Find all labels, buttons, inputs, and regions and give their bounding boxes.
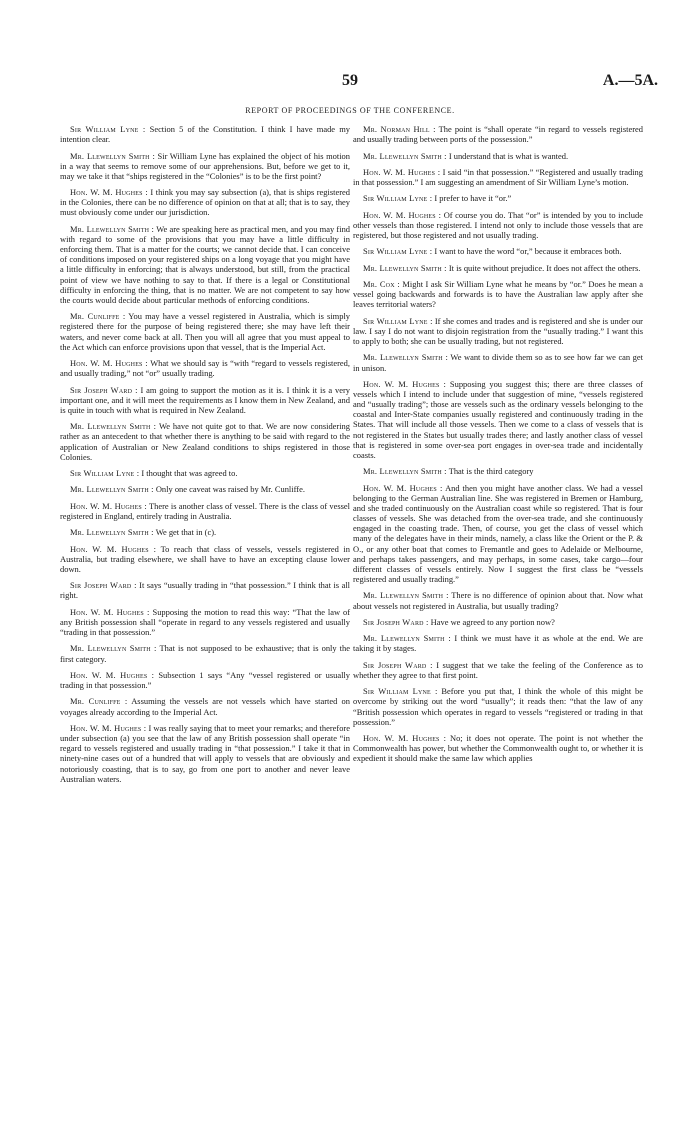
speech-paragraph	[60, 358, 350, 378]
speech-text: No; it does not operate. The point is not whether the Commonwealth has power, but whether the Commonwealth ought to, or whether it is expedient it should make the same law which applies	[353, 733, 643, 764]
speech-text: I think we must have it as whole at the end. We are taking it by stages.	[353, 633, 644, 654]
speech-paragraph	[60, 670, 350, 690]
speaker-name: Sir Joseph Ward :	[70, 384, 138, 395]
speech-text: I thought that was agreed to.	[141, 468, 238, 479]
speech-paragraph	[353, 617, 643, 627]
speaker-name: Hon. W. M. Hughes :	[70, 722, 147, 733]
page-number: 59	[342, 72, 358, 89]
speaker-name: Mr. Cunliffe :	[70, 311, 126, 322]
speech-paragraph	[353, 316, 643, 346]
speaker-name: Sir William Lyne :	[363, 246, 433, 257]
speech-paragraph	[353, 193, 643, 203]
speech-paragraph	[60, 501, 350, 521]
speech-paragraph	[60, 580, 350, 600]
speaker-name: Mr. Llewellyn Smith :	[70, 527, 154, 538]
speaker-name: Mr. Llewellyn Smith :	[363, 150, 447, 161]
speech-paragraph	[353, 167, 643, 187]
speech-text: I said “in that possession.” “Registered and usually trading in that possession.” I am suggesting an amendment of Sir William Lyne’s motion.	[353, 166, 643, 187]
speech-text: We want to divide them so as to see how far we can get in unison.	[353, 352, 643, 373]
paper-reference: A.—5A.	[602, 72, 658, 89]
speech-paragraph	[353, 733, 643, 763]
speech-paragraph	[60, 527, 350, 537]
speech-paragraph	[60, 484, 350, 494]
speech-text: I understand that is what is wanted.	[448, 150, 569, 161]
speech-text: You may have a vessel registered in Australia, which is simply registered there for the purpose of being registered there; she may have left their waters, and never come back at all. Then you will all agree that you must appeal to the Act which can enforce provisions upon that vessel, that is the Imperial Act.	[60, 311, 351, 352]
speech-text: There is another class of vessel. There is the class of vessel registered in England, entirely trading in Australia.	[60, 500, 350, 521]
speech-text: Of course you do. That “or” is intended by you to include other vessels than those registered. I intend not only to include those vessels that are registered, but those registered and not usually trading.	[353, 209, 643, 240]
speaker-name: Mr. Llewellyn Smith :	[70, 421, 157, 432]
speech-text: I was really saying that to meet your remarks; and therefore under subsection (a) you see that the law of any British possession shall operate “in regard to vessels registered and usually trading in “that possession.” I take it that in ninety-nine cases out of a hundred that will apply to vessels that are obviously and notoriously coasting, that is to say, go from one port to another and never leave Australian waters.	[60, 722, 350, 784]
speech-paragraph	[60, 643, 350, 663]
speaker-name: Mr. Llewellyn Smith :	[363, 633, 451, 644]
speaker-name: Hon. W. M. Hughes :	[363, 378, 447, 389]
speaker-name: Mr. Llewellyn Smith :	[70, 484, 154, 495]
speech-paragraph	[353, 466, 643, 476]
speech-paragraph	[353, 246, 643, 256]
speech-text: Subsection 1 says “Any “vessel registered or usually trading in that possession.”	[60, 669, 350, 691]
speaker-name: Sir William Lyne :	[70, 124, 146, 134]
speaker-name: Hon. W. M. Hughes :	[70, 358, 148, 369]
speech-paragraph	[60, 723, 350, 784]
speaker-name: Sir William Lyne :	[363, 193, 433, 204]
right-column	[353, 124, 643, 770]
speaker-name: Hon. W. M. Hughes :	[70, 500, 147, 511]
speech-paragraph	[60, 151, 350, 181]
speech-text: I prefer to have it “or.”	[434, 193, 512, 204]
speech-paragraph	[353, 483, 643, 585]
speech-text: It is quite without prejudice. It does not affect the others.	[448, 262, 641, 273]
speaker-name: Mr. Llewellyn Smith :	[70, 150, 155, 161]
speech-paragraph	[60, 696, 350, 716]
speech-text: If she comes and trades and is registered and she is under our law. I say I do not want to disjoin registration from the “usually trading.” I want this to apply to both; she can be usually trading, but not registered.	[353, 315, 643, 346]
speech-text: We are speaking here as practical men, and you may find with regard to some of the provisions that you may have a little difficulty in enforcing them. That is a matter for the courts; we cannot decide that. I can conceive of conditions imposed on your registered ships on a long voyage that you might have a little difficulty in enforcing; that is always understood, but still, from the practical point of view we have nothing to say to that. If there is a legal or Constitutional difficulty in enforcing the thing, that is no matter. We are not competent to say how the courts would decide about particular methods of enforcing conditions.	[60, 223, 351, 305]
speaker-name: Mr. Llewellyn Smith :	[70, 643, 157, 654]
speech-text: To reach that class of vessels, vessels registered in Australia, but trading elsewhere, we shall have to have an excepting clause lower down.	[60, 543, 350, 574]
speech-paragraph	[353, 379, 643, 460]
speaker-name: Sir William Lyne :	[363, 315, 433, 326]
speech-text: It says “usually trading in “that possession.” I think that is all right.	[60, 580, 351, 601]
speech-text: What we should say is “with “regard to vessels registered, and usually trading,” not “or” usually trading.	[60, 358, 350, 379]
speech-paragraph	[60, 311, 350, 352]
speech-paragraph	[353, 686, 643, 727]
speech-text: Supposing the motion to read this way: “That the law of any British possession shall “operate in regard to any vessels registered and usually “trading in that possession.”	[60, 606, 351, 638]
speech-text: Before you put that, I think the whole of this might be overcome by striking out the word “usually”; it reads then: “that the law of any “British possession which operates in regard to vessels “registered or trading in that possession.”	[353, 686, 643, 727]
speech-text: Only one caveat was raised by Mr. Cunliffe.	[155, 484, 305, 495]
speech-paragraph	[353, 124, 643, 144]
speaker-name: Mr. Llewellyn Smith :	[363, 466, 447, 477]
speech-text: That is the third category	[448, 466, 534, 477]
running-head: REPORT OF PROCEEDINGS OF THE CONFERENCE.	[245, 106, 455, 115]
speech-paragraph	[60, 224, 350, 305]
speech-paragraph	[353, 352, 643, 372]
speech-text: The point is “shall operate “in regard to vessels registered and usually trading between ports of the possession.”	[353, 124, 643, 145]
speech-paragraph	[353, 633, 643, 653]
speech-paragraph	[60, 124, 350, 144]
speech-paragraph	[60, 544, 350, 574]
left-column	[60, 124, 350, 790]
speaker-name: Mr. Cox :	[363, 279, 400, 290]
speech-paragraph	[60, 187, 350, 217]
speech-text: Might I ask Sir William Lyne what he means by “or.” Does he mean a vessel going backwards and forwards is to have the Australian law apply after she leaves territorial waters?	[353, 279, 644, 310]
speaker-name: Sir William Lyne :	[363, 686, 438, 697]
speech-text: We get that in (c).	[155, 527, 217, 538]
speaker-name: Sir Joseph Ward :	[363, 659, 433, 670]
speaker-name: Sir Joseph Ward :	[363, 616, 429, 627]
speech-paragraph	[353, 151, 643, 161]
speaker-name: Hon. W. M. Hughes :	[363, 166, 441, 177]
speech-paragraph	[353, 279, 643, 309]
speaker-name: Mr. Cunliffe :	[70, 696, 128, 707]
speaker-name: Hon. W. M. Hughes :	[363, 482, 443, 493]
speech-paragraph	[60, 607, 350, 637]
speaker-name: Mr. Llewellyn Smith :	[363, 262, 447, 273]
speaker-name: Mr. Llewellyn Smith :	[363, 590, 449, 601]
speech-text: I want to have the word “or,” because it embraces both.	[434, 246, 622, 257]
speaker-name: Hon. W. M. Hughes :	[70, 543, 157, 554]
speech-text: Supposing you suggest this; there are three classes of vessels which I intend to include under that suggestion of mine, “vessels registered and “usually trading”; those are vessels such as the ordinary vessels belonging to the coastal and Inter-State companies usually registered and continuously trading in the States. That will include all those vessels. Then we come to a class of vessels that is not registered in the States but usually trades there; and lastly another class of vessel that is registered in some over-sea port engages in over-sea trade and incidentally coasts.	[353, 378, 644, 460]
speech-text: Section 5 of the Constitution. I think I have made my intention clear.	[60, 124, 350, 145]
speaker-name: Mr. Norman Hill :	[363, 124, 436, 134]
speech-text: That is not supposed to be exhaustive; that is only the first category.	[60, 643, 350, 664]
speaker-name: Hon. W. M. Hughes :	[363, 733, 447, 744]
speech-paragraph	[353, 263, 643, 273]
speech-text: We have not quite got to that. We are now considering rather as an antecedent to that whether there is anything to be said with regard to the application of Australian or New Zealand conditions to ships registered in those Colonies.	[60, 421, 350, 462]
speaker-name: Hon. W. M. Hughes :	[70, 606, 150, 617]
speech-text: Sir William Lyne has explained the object of his motion in a way that seems to remove some of our apprehensions. But, before we get to it, may we take it that “ships registered in the “Colonies” is to be the first point?	[60, 150, 350, 181]
speaker-name: Mr. Llewellyn Smith :	[363, 352, 449, 363]
speech-paragraph	[60, 468, 350, 478]
speech-text: I suggest that we take the feeling of the Conference as to whether they agree to that first point.	[353, 659, 643, 680]
speech-text: And then you might have another class. We had a vessel belonging to the German Australian line. She was registered in Bremen or Hamburg, and she traded continuously on the Australian coast while so registered. That is four classes of vessels. She was detached from the over-sea trade, and she continuously engaged in the coasting trade. Then, of course, you get the class of vessel which many of the delegates have in their minds, namely, a class like the Orient or the P. & O., or any other boat that comes to Fremantle and goes to Adelaide or Melbourne, and perhaps takes passengers, and may perhaps, in some cases, take cargo—four different classes of vessels entirely. Now I suggest the first class be “vessels registered and usually trading.”	[353, 482, 643, 585]
speech-text: I am going to support the motion as it is. I think it is a very important one, and it will meet the requirements as I know them in New Zealand, and is quite in touch with what is required in New Zealand.	[60, 384, 350, 415]
speech-paragraph	[353, 590, 643, 610]
speaker-name: Hon. W. M. Hughes :	[363, 209, 442, 220]
speaker-name: Mr. Llewellyn Smith :	[70, 223, 155, 234]
speech-text: I think you may say subsection (a), that is ships registered in the Colonies, there can be no difference of opinion on that at all; that is to say, they must obviously come under our jurisdiction.	[60, 187, 351, 218]
speaker-name: Sir William Lyne :	[70, 468, 140, 479]
speaker-name: Hon. W. M. Hughes :	[70, 669, 155, 680]
speech-text: Have we agreed to any portion now?	[430, 616, 555, 627]
speech-paragraph	[60, 385, 350, 415]
speech-paragraph	[353, 210, 643, 240]
speaker-name: Sir Joseph Ward :	[70, 580, 137, 591]
speech-paragraph	[60, 421, 350, 462]
speech-paragraph	[353, 660, 643, 680]
speech-text: Assuming the vessels are not vessels which have started on voyages already according to the Imperial Act.	[60, 696, 350, 717]
speaker-name: Hon. W. M. Hughes :	[70, 187, 148, 198]
speech-text: There is no difference of opinion about that. Now what about vessels not registered in Australia, but usually trading?	[353, 590, 643, 611]
